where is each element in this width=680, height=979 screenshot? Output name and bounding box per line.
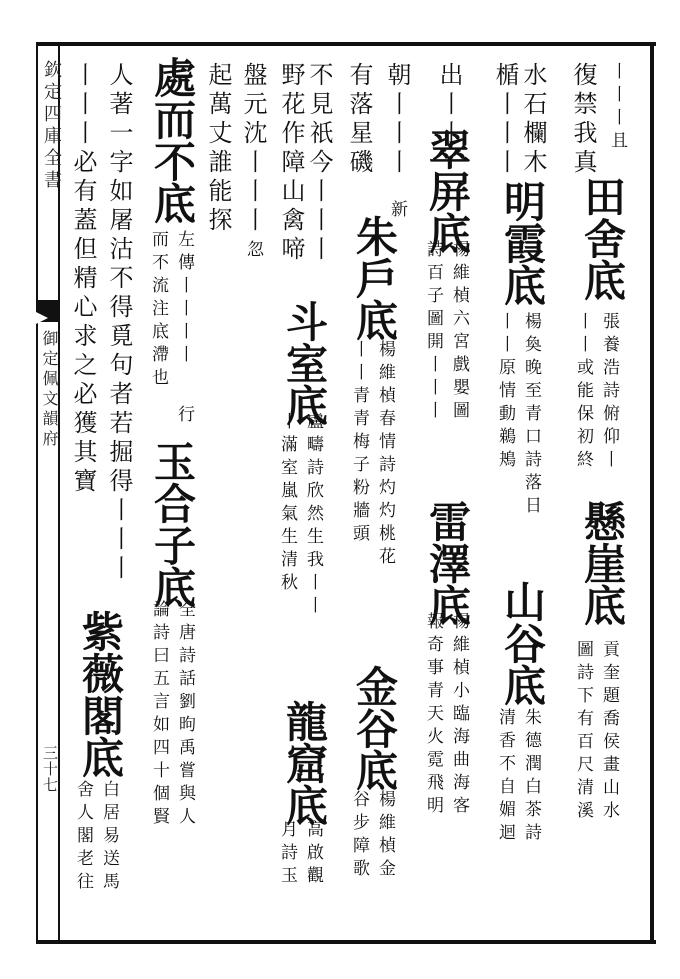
citation-text: 丨丨原情動鵜鴂 <box>495 312 515 473</box>
text-segment: 水石欄木 <box>519 62 547 178</box>
citation-text: 舍人閣老往 <box>73 780 93 895</box>
frame-bottom-border <box>36 940 656 944</box>
text-segment: 行 <box>174 405 194 428</box>
text-column <box>604 62 630 154</box>
text-column <box>278 62 304 265</box>
headword: 龍窟底 <box>280 700 329 826</box>
text-segment: 起萬丈誰能探 <box>204 62 232 236</box>
citation-text: 詩百子圖開丨丨丨 <box>423 240 443 424</box>
citation-text: 楊維楨春情詩灼灼桃花 <box>375 340 395 570</box>
citation-text: 貢奎題喬侯畫山水 <box>599 640 619 824</box>
text-segment: 出丨丨 <box>435 62 463 149</box>
headword: 明霞底 <box>498 180 547 306</box>
frame-right-border <box>650 42 654 944</box>
citation-text: 全唐詩話劉昫禹嘗與人 <box>175 600 195 830</box>
headword: 紫薇閣底 <box>76 610 125 778</box>
citation-text: 報奇事青天火霓飛明 <box>423 612 443 819</box>
citation-text: 盧疇詩欣然生我丨丨 <box>303 412 323 619</box>
citation-text: 楊奐晚至青口詩落日 <box>521 312 541 519</box>
text-column <box>106 62 132 584</box>
headword: 處而不底 <box>148 56 197 224</box>
text-segment: 復禁我真 <box>569 62 597 178</box>
text-segment: 楯丨丨丨 <box>491 62 519 178</box>
text-segment: 丨丨丨且 <box>607 62 627 154</box>
text-segment: 人著一字如屠沽不得覓句者若掘得丨丨丨 <box>105 62 133 584</box>
headword: 金谷底 <box>350 665 399 791</box>
text-segment: 不見祇今丨丨丨 <box>305 62 333 265</box>
text-segment: 盤元沈丨丨丨 <box>239 62 267 236</box>
book-subtitle: 御定佩文韻府 <box>40 330 59 450</box>
citation-text: 丨滿室嵐氣生清秋 <box>277 412 297 596</box>
book-title: 欽定四庫全書 <box>41 60 62 192</box>
citation-text: 清香不自媚迴 <box>495 708 515 846</box>
text-column <box>70 62 96 497</box>
text-segment: 丨丨丨必有蓋但精心求之必獲其寶 <box>69 62 97 497</box>
text-column <box>570 62 596 178</box>
citation-text: 丨丨或能保初終 <box>573 312 593 473</box>
page-number: 三十七 <box>41 745 59 793</box>
citation-text: 張養浩詩俯仰丨 <box>599 312 619 473</box>
text-column <box>205 62 231 236</box>
citation-text: 左傳丨丨丨丨 <box>174 230 194 368</box>
headword: 雷澤底 <box>423 500 472 626</box>
text-column <box>240 62 266 236</box>
headword: 山谷底 <box>498 580 547 706</box>
citation-text: 楊維楨六宮戲嬰圖 <box>449 240 469 424</box>
headword: 懸崖底 <box>578 500 627 626</box>
headword: 斗室底 <box>280 300 329 426</box>
text-segment: 朝丨丨丨 <box>383 62 411 178</box>
citation-text: 圖詩下有百尺清溪 <box>573 640 593 824</box>
citation-text: 丨丨青青梅子粉牆頭 <box>349 340 369 547</box>
headword: 朱戶底 <box>350 215 399 341</box>
text-column <box>492 62 518 178</box>
text-segment: 忽 <box>243 240 263 263</box>
citation-text: 白居易送馬 <box>99 780 119 895</box>
headword: 田舍底 <box>578 175 627 301</box>
headword: 翠屏底 <box>423 128 472 254</box>
text-column <box>306 62 332 265</box>
text-column <box>346 62 372 178</box>
text-segment: 新 <box>387 200 407 223</box>
citation-text: 而不流注底滯也 <box>148 230 168 391</box>
text-column <box>384 62 410 178</box>
citation-text: 楊維楨小臨海曲海客 <box>449 612 469 819</box>
headword: 玉合子底 <box>148 440 197 608</box>
citation-text: 楊維楨金 <box>375 790 395 882</box>
citation-text: 月詩玉 <box>277 820 297 889</box>
fishtail-notch <box>36 312 48 324</box>
text-column <box>520 62 546 178</box>
text-segment: 有落星磯 <box>345 62 373 178</box>
citation-text: 谷步障歌 <box>349 790 369 882</box>
citation-text: 高啟觀 <box>303 820 323 889</box>
frame-top-border <box>36 42 656 46</box>
text-segment: 野花作障山禽啼 <box>277 62 305 265</box>
citation-text: 論詩曰五言如四十個賢 <box>149 600 169 830</box>
citation-text: 朱德潤白茶詩 <box>521 708 541 846</box>
